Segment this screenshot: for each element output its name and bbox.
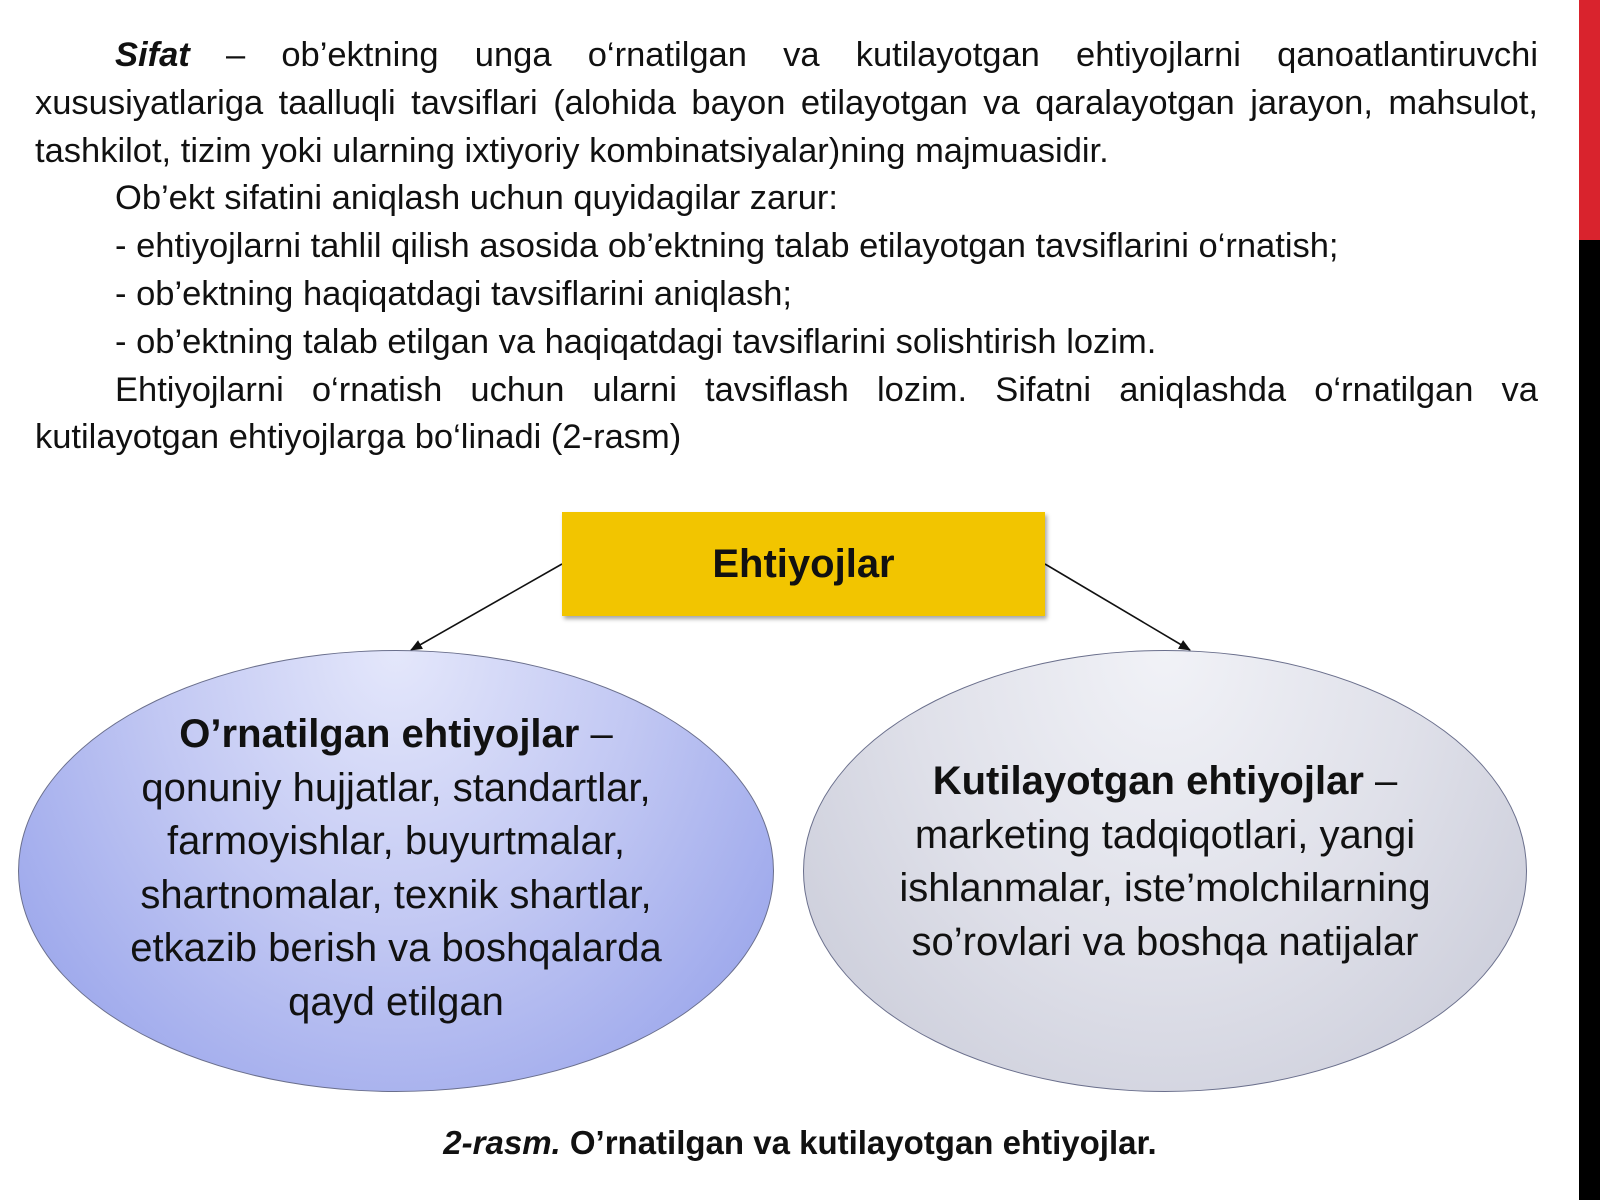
requirements-intro: Ob’ekt sifatini aniqlash uchun quyidagilar zarur:: [115, 179, 838, 218]
node-ornatilgan-line: shartnomalar, texnik shartlar,: [140, 872, 652, 917]
node-kutilayotgan-heading: Kutilayotgan ehtiyojlar: [932, 759, 1364, 803]
arrow-to-ornatilgan: [411, 564, 562, 650]
node-kutilayotgan-text: [855, 755, 1475, 969]
node-kutilayotgan-heading-line: [855, 755, 1475, 809]
node-ornatilgan-text: [76, 708, 716, 1029]
node-ornatilgan-heading: O’rnatilgan ehtiyojlar: [179, 712, 580, 756]
node-ornatilgan-dash: –: [579, 712, 613, 756]
needs-paragraph: Ehtiyojlarni o‘rnatish uchun ularni tavsiflash lozim. Sifatni aniqlashda o‘rnatilgan va kutilayotgan ehtiyojlarga bo‘linadi (2-rasm): [35, 370, 1538, 457]
node-kutilayotgan-ehtiyojlar: [803, 650, 1527, 1092]
node-kutilayotgan-line: marketing tadqiqotlari, yangi: [914, 812, 1416, 857]
root-node-ehtiyojlar: [562, 512, 1045, 616]
requirement-item: - ob’ektning talab etilgan va haqiqatdagi tavsiflarini solishtirish lozim.: [115, 322, 1157, 361]
node-kutilayotgan-line: so’rovlari va boshqa natijalar: [911, 919, 1419, 964]
requirement-item: - ob’ektning haqiqatdagi tavsiflarini aniqlash;: [115, 274, 793, 313]
root-node-label: Ehtiyojlar: [712, 541, 895, 586]
node-ornatilgan-line: farmoyishlar, buyurtmalar,: [167, 819, 625, 863]
requirement-item: - ehtiyojlarni tahlil qilish asosida ob’ektning talab etilayotgan tavsiflarini o‘rnatish;: [115, 227, 1339, 266]
figure-caption-label: 2-rasm.: [443, 1124, 561, 1161]
node-ornatilgan-line: qayd etilgan: [288, 979, 504, 1024]
node-ornatilgan-heading-line: [76, 708, 716, 762]
figure-caption: [0, 1124, 1600, 1162]
node-kutilayotgan-dash: –: [1363, 759, 1398, 803]
node-ornatilgan-line: qonuniy hujjatlar, standartlar,: [141, 765, 651, 810]
figure-caption-text: O’rnatilgan va kutilayotgan ehtiyojlar.: [560, 1124, 1157, 1161]
node-ornatilgan-ehtiyojlar: [18, 650, 774, 1092]
node-ornatilgan-line: etkazib berish va boshqalarda: [130, 926, 662, 970]
arrow-to-kutilayotgan: [1045, 564, 1190, 650]
node-kutilayotgan-line: ishlanmalar, iste’molchilarning: [899, 866, 1431, 910]
definition-body: – ob’ektning unga o‘rnatilgan va kutilayotgan ehtiyojlarni qanoatlantiruvchi xususiyatlariga taalluqli tavsiflari (alohida bayon etilayotgan va qaralayotgan jarayon, mahsulot, tashkilot, tizim yoki ularning ixtiyoriy kombinatsiyalar)ning majmuasidir.: [35, 36, 1538, 170]
term-sifat: Sifat: [115, 36, 190, 74]
